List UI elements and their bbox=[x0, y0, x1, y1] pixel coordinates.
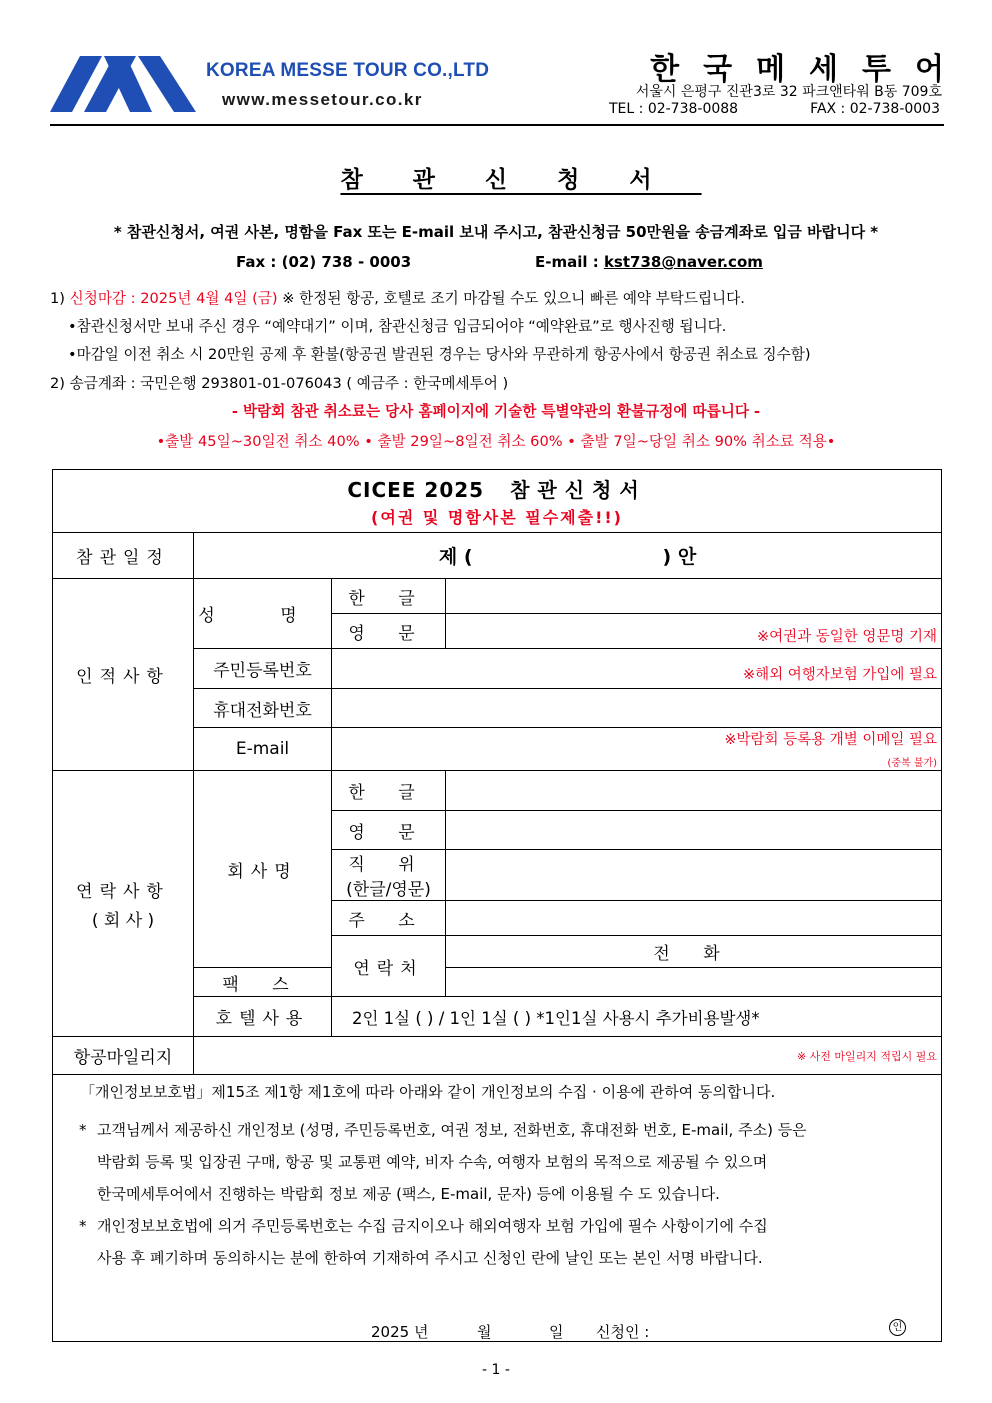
consent-line-2b: 사용 후 폐기하며 동의하시는 분에 한하여 기재하여 주시고 신청인 란에 날인 또는 본인 서명 바랍니다. bbox=[97, 1249, 763, 1267]
rrn-field[interactable] bbox=[332, 649, 942, 689]
mobile-field[interactable] bbox=[332, 689, 942, 728]
sign-month: 월 bbox=[477, 1323, 492, 1341]
position-label: 직 위 (한글/영문) bbox=[332, 850, 446, 901]
phone-label: 전 화 bbox=[446, 936, 942, 968]
email-contact: E-mail : kst738@naver.com bbox=[535, 253, 763, 271]
fax-contact: Fax : (02) 738 - 0003 bbox=[236, 253, 412, 271]
company-contact-label: 연락사항 ( 회 사 ) bbox=[53, 771, 194, 1037]
rrn-label: 주민등록번호 bbox=[194, 649, 332, 689]
email-field-label: E-mail bbox=[194, 728, 332, 771]
privacy-consent: 「개인정보보호법」제15조 제1항 제1호에 따라 아래와 같이 개인정보의 수집 · 이용에 관하여 동의합니다. * 고객님께서 제공하신 개인정보 (성명, 주민등록번호, 여권 정보, 전화번호, 휴대전화 번호, E-mail, 주소) 등은 박람회 등록 및 입장권 구매, 항공 및 교통편 예약, 비자 수속, 여행자 보험의 목적으로 제공될 수 있으며 한국메세투어에서 진행하는 박람회 정보 제공 (팩스, E-mail, 문자) 등에 이용될 수 도 있습니다. * 개인정보보호법에 의거 주민등록번호는 수집 금지이오나 해외여행자 보험 가입에 필수 사항이기에 수집 사용 후 폐기하며 동의하시는 분에 한하여 기재하여 주시고 신청인 란에 날인 또는 본인 서명 바랍니다. 2025 년 월 일 신청인 : 인 bbox=[53, 1075, 942, 1342]
company-korean-field[interactable] bbox=[446, 771, 942, 811]
contact-info-label: 연락처 bbox=[332, 936, 446, 997]
rrn-note: ※해외 여행자보험 가입에 필요 bbox=[742, 667, 938, 683]
consent-line-1c: 한국메세투어에서 진행하는 박람회 정보 제공 (팩스, E-mail, 문자) 등에 이용될 수 도 있습니다. bbox=[97, 1185, 720, 1203]
company-english-field[interactable] bbox=[446, 811, 942, 850]
schedule-label: 참관일정 bbox=[53, 533, 194, 579]
form-subtitle: (여권 및 명함사본 필수제출!!) bbox=[371, 508, 623, 527]
email-link[interactable]: kst738@naver.com bbox=[603, 253, 763, 271]
email-note-small: (중복 불가) bbox=[887, 758, 938, 769]
cancel-policy-title: - 박람회 참관 취소료는 당사 홈페이지에 기술한 특별약관의 환불규정에 따릅니다 - bbox=[231, 403, 761, 420]
mileage-field[interactable] bbox=[194, 1037, 942, 1075]
consent-line-2a: 개인정보보호법에 의거 주민등록번호는 수집 금지이오나 해외여행자 보험 가입에 필수 사항이기에 수집 bbox=[97, 1217, 768, 1235]
company-tel: TEL : 02-738-0088 bbox=[609, 101, 739, 117]
consent-line-1b: 박람회 등록 및 입장권 구매, 항공 및 교통편 예약, 비자 수속, 여행자 보험의 목적으로 제공될 수 있으며 bbox=[97, 1153, 768, 1171]
company-english-label: 영 문 bbox=[332, 811, 446, 850]
consent-line-1a: 고객님께서 제공하신 개인정보 (성명, 주민등록번호, 여권 정보, 전화번호, 휴대전화 번호, E-mail, 주소) 등은 bbox=[97, 1121, 807, 1139]
page-title: 참관신청서 bbox=[340, 167, 702, 193]
hotel-label: 호텔사용 bbox=[194, 997, 332, 1037]
name-korean-field[interactable] bbox=[446, 579, 942, 614]
header-divider bbox=[50, 124, 944, 126]
email-note: ※박람회 등록용 개별 이메일 필요 bbox=[724, 732, 938, 748]
mobile-label: 휴대전화번호 bbox=[194, 689, 332, 728]
submission-notice: * 참관신청서, 여권 사본, 명함을 Fax 또는 E-mail 보내 주시고, 참관신청금 50만원을 송금계좌로 입금 바랍니다 * bbox=[113, 223, 879, 241]
page-number: - 1 - bbox=[482, 1362, 510, 1378]
hotel-field[interactable]: 2인 1실 ( ) / 1인 1실 ( ) *1인1실 사용시 추가비용발생* bbox=[332, 997, 942, 1037]
company-name-label: 회사명 bbox=[194, 771, 332, 968]
name-english-field[interactable] bbox=[446, 614, 942, 649]
company-name-en: KOREA MESSE TOUR CO.,LTD bbox=[206, 60, 490, 81]
position-field[interactable] bbox=[446, 850, 942, 901]
mileage-note: ※ 사전 마일리지 적립시 필요 bbox=[796, 1050, 938, 1063]
name-english-label: 영 문 bbox=[332, 614, 446, 649]
info-line-2: •참관신청서만 보내 주신 경우 “예약대기” 이며, 참관신청금 입금되어야 “예약완료”로 행사진행 됩니다. bbox=[68, 318, 727, 335]
application-form bbox=[52, 469, 942, 1342]
info-line-4: 2) 송금계좌 : 국민은행 293801-01-076043 ( 예금주 : 한국메세투어 ) bbox=[50, 375, 509, 392]
english-name-note: ※여권과 동일한 영문명 기재 bbox=[756, 629, 938, 645]
sign-day: 일 bbox=[549, 1323, 564, 1341]
name-korean-label: 한 글 bbox=[332, 579, 446, 614]
email-field[interactable] bbox=[332, 728, 942, 771]
address-field[interactable] bbox=[446, 901, 942, 936]
company-address: 서울시 은평구 진관3로 32 파크앤타워 B동 709호 bbox=[635, 84, 942, 100]
form-title: CICEE 2025 참관신청서 (여권 및 명함사본 필수제출!!) bbox=[53, 470, 942, 533]
mileage-label: 항공마일리지 bbox=[53, 1037, 194, 1075]
company-fax: FAX : 02-738-0003 bbox=[810, 101, 940, 117]
fax-field[interactable] bbox=[446, 968, 942, 997]
info-line-3: •마감일 이전 취소 시 20만원 공제 후 환불(항공권 발권된 경우는 당사와 무관하게 항공사에서 항공권 취소료 징수함) bbox=[68, 346, 811, 363]
company-name-kr: 한국메세투어 bbox=[650, 52, 968, 87]
cancel-policy-detail: •출발 45일~30일전 취소 40% • 출발 29일~8일전 취소 60% • 출발 7일~당일 취소 90% 취소료 적용• bbox=[156, 433, 836, 450]
address-label: 주 소 bbox=[332, 901, 446, 936]
company-logo-icon bbox=[50, 54, 196, 112]
personal-info-label: 인적사항 bbox=[53, 579, 194, 771]
consent-intro: 「개인정보보호법」제15조 제1항 제1호에 따라 아래와 같이 개인정보의 수집 · 이용에 관하여 동의합니다. bbox=[80, 1083, 776, 1101]
fax-field-label: 팩 스 bbox=[194, 968, 332, 997]
seal-icon[interactable]: 인 bbox=[889, 1319, 906, 1336]
schedule-field[interactable]: 제 ( ) 안 bbox=[194, 533, 942, 579]
sign-applicant: 신청인 : bbox=[596, 1323, 650, 1341]
info-line-1: 1) 신청마감 : 2025년 4월 4일 (금) ※ 한정된 항공, 호텔로 조기 마감될 수도 있으니 빠른 예약 부탁드립니다. bbox=[50, 290, 745, 307]
name-label: 성 명 bbox=[194, 579, 332, 649]
sign-year: 2025 년 bbox=[371, 1323, 429, 1341]
company-korean-label: 한 글 bbox=[332, 771, 446, 811]
company-website: www.messetour.co.kr bbox=[222, 90, 423, 109]
